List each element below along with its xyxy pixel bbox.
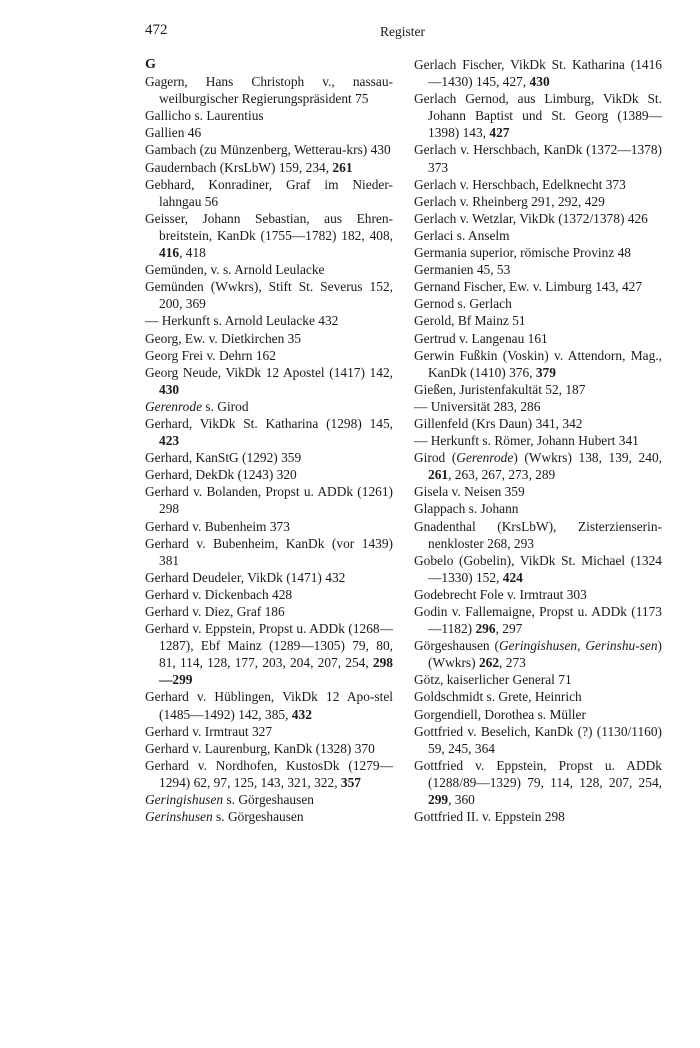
bold-page-ref: 298—299 bbox=[159, 655, 393, 688]
entry-text: Godebrecht Fole v. Irmtraut 303 bbox=[414, 586, 587, 602]
index-entry bbox=[414, 518, 662, 552]
italic-term: Geringishusen bbox=[145, 792, 224, 808]
italic-term: Geringishusen, Gerinshu-sen bbox=[499, 638, 658, 654]
index-entry bbox=[414, 210, 662, 227]
entry-text: — Herkunft s. Römer, Johann Hubert 341 bbox=[414, 433, 639, 449]
index-entry bbox=[145, 278, 393, 312]
entry-text: Gerlaci s. Anselm bbox=[414, 227, 510, 243]
index-entry bbox=[145, 791, 393, 808]
index-entry bbox=[414, 295, 662, 312]
bold-page-ref: 430 bbox=[159, 381, 180, 397]
entry-text: Gemünden (Wwkrs), Stift St. Severus 152, 200, 369 bbox=[145, 279, 393, 312]
index-entry bbox=[145, 312, 393, 329]
entry-text: Gallicho s. Laurentius bbox=[145, 108, 264, 124]
index-entry bbox=[145, 141, 393, 158]
index-entry bbox=[414, 757, 662, 808]
index-entry bbox=[145, 483, 393, 517]
index-entry bbox=[145, 347, 393, 364]
entry-text: Glappach s. Johann bbox=[414, 501, 519, 517]
entry-text: Gottfried II. v. Eppstein 298 bbox=[414, 809, 565, 825]
entry-text: Gnadenthal (KrsLbW), Zisterzienserin-nenkloster 268, 293 bbox=[414, 518, 662, 551]
index-entry bbox=[414, 586, 662, 603]
bold-page-ref: 430 bbox=[529, 74, 550, 90]
index-entry bbox=[414, 176, 662, 193]
entry-text: Gerhard, VikDk St. Katharina (1298) 145, bbox=[145, 415, 393, 431]
index-entry bbox=[414, 449, 662, 483]
bold-page-ref: 424 bbox=[502, 569, 523, 585]
index-entry bbox=[414, 688, 662, 705]
index-entry bbox=[145, 364, 393, 398]
entry-text: Godin v. Fallemaigne, Propst u. ADDk (1173—1182) bbox=[414, 604, 662, 637]
entry-text: Gertrud v. Langenau 161 bbox=[414, 330, 548, 346]
index-entry bbox=[145, 569, 393, 586]
index-entry bbox=[414, 244, 662, 261]
entry-text: Gernand Fischer, Ew. v. Limburg 143, 427 bbox=[414, 279, 643, 295]
index-entry bbox=[414, 603, 662, 637]
index-entry bbox=[414, 637, 662, 671]
bold-page-ref: 299 bbox=[428, 792, 449, 808]
index-entry bbox=[145, 124, 393, 141]
index-entry bbox=[145, 398, 393, 415]
entry-text: s. Girod bbox=[202, 398, 249, 414]
index-entry bbox=[145, 159, 393, 176]
entry-text: Gerhard v. Irmtraut 327 bbox=[145, 723, 273, 739]
entry-text: Germania superior, römische Provinz 48 bbox=[414, 245, 632, 261]
bold-page-ref: 262 bbox=[478, 655, 500, 671]
index-entry bbox=[414, 500, 662, 517]
entry-text: Gerhard v. Bubenheim, KanDk (vor 1439) 381 bbox=[145, 535, 393, 568]
index-entry bbox=[414, 381, 662, 398]
index-entry bbox=[414, 227, 662, 244]
index-entry bbox=[414, 56, 662, 90]
entry-text: Geisser, Johann Sebastian, aus Ehren-breitstein, KanDk (1755—1782) 182, 408, bbox=[145, 210, 393, 243]
index-entry bbox=[145, 73, 393, 107]
entry-text: Gorgendiell, Dorothea s. Müller bbox=[414, 706, 586, 722]
entry-text: Girod ( bbox=[414, 450, 457, 466]
entry-text: Gambach (zu Münzenberg, Wetterau-krs) 430 bbox=[145, 142, 391, 158]
entry-text: Gerlach v. Wetzlar, VikDk (1372/1378) 426 bbox=[414, 210, 648, 226]
entry-text: Gerhard v. Bubenheim 373 bbox=[145, 518, 290, 534]
entry-text: Gerlach v. Herschbach, KanDk (1372—1378) 373 bbox=[414, 142, 662, 175]
entry-text: Germanien 45, 53 bbox=[414, 262, 511, 278]
entry-text: Gerhard v. Dickenbach 428 bbox=[145, 586, 293, 602]
index-entry bbox=[414, 330, 662, 347]
entry-text: Gernod s. Gerlach bbox=[414, 296, 512, 312]
index-entry bbox=[414, 671, 662, 688]
index-entry bbox=[145, 808, 393, 825]
entry-text: , 273 bbox=[499, 655, 526, 671]
index-entry bbox=[414, 312, 662, 329]
entry-text: Georg Neude, VikDk 12 Apostel (1417) 142, bbox=[145, 364, 393, 380]
entry-text: Gerlach Gernod, aus Limburg, VikDk St. Johann Baptist und St. Georg (1389—1398) 143, bbox=[414, 91, 662, 141]
entry-text: Gobelo (Gobelin), VikDk St. Michael (1324—1330) 152, bbox=[414, 552, 662, 585]
index-entry bbox=[145, 757, 393, 791]
index-entry bbox=[145, 449, 393, 466]
entry-text: Gerlach v. Herschbach, Edelknecht 373 bbox=[414, 176, 626, 192]
index-entry bbox=[414, 415, 662, 432]
index-entry bbox=[145, 518, 393, 535]
bold-page-ref: 357 bbox=[340, 774, 361, 790]
entry-text: , 297 bbox=[495, 621, 523, 637]
entry-text: — Universität 283, 286 bbox=[414, 398, 541, 414]
index-entry bbox=[414, 483, 662, 500]
entry-text: Gottfried v. Eppstein, Propst u. ADDk (1288/89—1329) 79, 114, 128, 207, 254, bbox=[414, 757, 662, 790]
entry-text: Gallien 46 bbox=[145, 125, 202, 141]
index-entry bbox=[145, 330, 393, 347]
entry-text: Gerhard v. Laurenburg, KanDk (1328) 370 bbox=[145, 740, 375, 756]
entry-text: Gerhard v. Nordhofen, KustosDk (1279—1294) 62, 97, 125, 143, 321, 322, bbox=[145, 757, 393, 790]
bold-page-ref: 261 bbox=[332, 159, 353, 175]
entry-text: Gagern, Hans Christoph v., nassau-weilburgischer Regierungspräsident 75 bbox=[145, 74, 393, 107]
entry-text: Gemünden, v. s. Arnold Leulacke bbox=[145, 262, 325, 278]
bold-page-ref: G bbox=[145, 57, 156, 72]
entry-text: Gerhard v. Bolanden, Propst u. ADDk (1261) 298 bbox=[145, 484, 393, 517]
italic-term: Gerenrode bbox=[456, 450, 514, 466]
entry-text: Georg Frei v. Dehrn 162 bbox=[145, 347, 276, 363]
index-entry bbox=[414, 723, 662, 757]
index-entry bbox=[145, 107, 393, 124]
entry-text: ) (Wwkrs) bbox=[428, 638, 662, 671]
entry-text: , 360 bbox=[448, 792, 475, 808]
entry-text: Gerlach Fischer, VikDk St. Katharina (1416—1430) 145, 427, bbox=[414, 57, 662, 90]
bold-page-ref: 261 bbox=[428, 467, 449, 483]
entry-text: Gerwin Fußkin (Voskin) v. Attendorn, Mag., KanDk (1410) 376, bbox=[414, 347, 662, 380]
entry-text: Götz, kaiserlicher General 71 bbox=[414, 672, 572, 688]
entry-text: , 263, 267, 273, 289 bbox=[448, 467, 556, 483]
entry-text: s. Görgeshausen bbox=[212, 809, 304, 825]
entry-text: — Herkunft s. Arnold Leulacke 432 bbox=[145, 313, 339, 329]
index-entry bbox=[414, 347, 662, 381]
index-entry bbox=[414, 552, 662, 586]
index-entry bbox=[414, 141, 662, 175]
entry-text: Gerhard v. Eppstein, Propst u. ADDk (1268—1287), Ebf Mainz (1289—1305) 79, 80, 81, 114, 128, 177, 203, 204, 207, 254, bbox=[145, 621, 393, 671]
index-entry bbox=[145, 466, 393, 483]
index-entry bbox=[414, 261, 662, 278]
entry-text: Gerhard, KanStG (1292) 359 bbox=[145, 450, 302, 466]
index-entry bbox=[414, 808, 662, 825]
italic-term: Gerinshusen bbox=[145, 809, 213, 825]
bold-page-ref: 416 bbox=[159, 245, 180, 261]
entry-text: Georg, Ew. v. Dietkirchen 35 bbox=[145, 330, 302, 346]
index-entry bbox=[414, 278, 662, 295]
index-entry bbox=[145, 723, 393, 740]
running-head: Register bbox=[380, 24, 425, 39]
section-letter bbox=[145, 56, 393, 73]
index-entry bbox=[145, 740, 393, 757]
index-entry bbox=[145, 586, 393, 603]
bold-page-ref: 379 bbox=[535, 364, 556, 380]
bold-page-ref: 432 bbox=[291, 706, 312, 722]
bold-page-ref: 296 bbox=[475, 621, 496, 637]
index-entry bbox=[145, 620, 393, 688]
index-entry bbox=[414, 432, 662, 449]
index-entry bbox=[145, 415, 393, 449]
index-entry bbox=[414, 193, 662, 210]
entry-text: Gillenfeld (Krs Daun) 341, 342 bbox=[414, 415, 583, 431]
entry-text: Görgeshausen ( bbox=[414, 638, 499, 654]
index-entry bbox=[414, 90, 662, 141]
bold-page-ref: 423 bbox=[159, 433, 180, 449]
index-entry bbox=[414, 398, 662, 415]
index-entry bbox=[145, 688, 393, 722]
entry-text: Gebhard, Konradiner, Graf im Nieder-lahngau 56 bbox=[145, 176, 393, 209]
entry-text: Goldschmidt s. Grete, Heinrich bbox=[414, 689, 582, 705]
index-column-left bbox=[145, 56, 393, 825]
index-column-right bbox=[414, 56, 662, 825]
bold-page-ref: 427 bbox=[489, 125, 510, 141]
index-entry bbox=[145, 261, 393, 278]
index-entry bbox=[145, 210, 393, 261]
entry-text: ) (Wwkrs) 138, 139, 240, bbox=[513, 450, 662, 466]
entry-text: Gaudernbach (KrsLbW) 159, 234, bbox=[145, 159, 333, 175]
index-entry bbox=[414, 706, 662, 723]
entry-text: Gießen, Juristenfakultät 52, 187 bbox=[414, 381, 586, 397]
entry-text: s. Görgeshausen bbox=[223, 792, 314, 808]
italic-term: Gerenrode bbox=[145, 398, 203, 414]
entry-text: Gerhard v. Hüblingen, VikDk 12 Apo-stel (1485—1492) 142, 385, bbox=[145, 689, 393, 722]
page-number: 472 bbox=[145, 22, 168, 38]
entry-text: Gerhard, DekDk (1243) 320 bbox=[145, 467, 297, 483]
entry-text: , 418 bbox=[179, 245, 206, 261]
entry-text: Gerhard v. Diez, Graf 186 bbox=[145, 604, 285, 619]
index-entry bbox=[145, 176, 393, 210]
entry-text: Gerold, Bf Mainz 51 bbox=[414, 313, 526, 329]
entry-text: Gerlach v. Rheinberg 291, 292, 429 bbox=[414, 193, 605, 209]
index-entry bbox=[145, 535, 393, 569]
entry-text: Gisela v. Neisen 359 bbox=[414, 484, 525, 500]
index-entry bbox=[145, 603, 393, 620]
entry-text: Gerhard Deudeler, VikDk (1471) 432 bbox=[145, 569, 346, 585]
entry-text: Gottfried v. Beselich, KanDk (?) (1130/1160) 59, 245, 364 bbox=[414, 723, 662, 756]
